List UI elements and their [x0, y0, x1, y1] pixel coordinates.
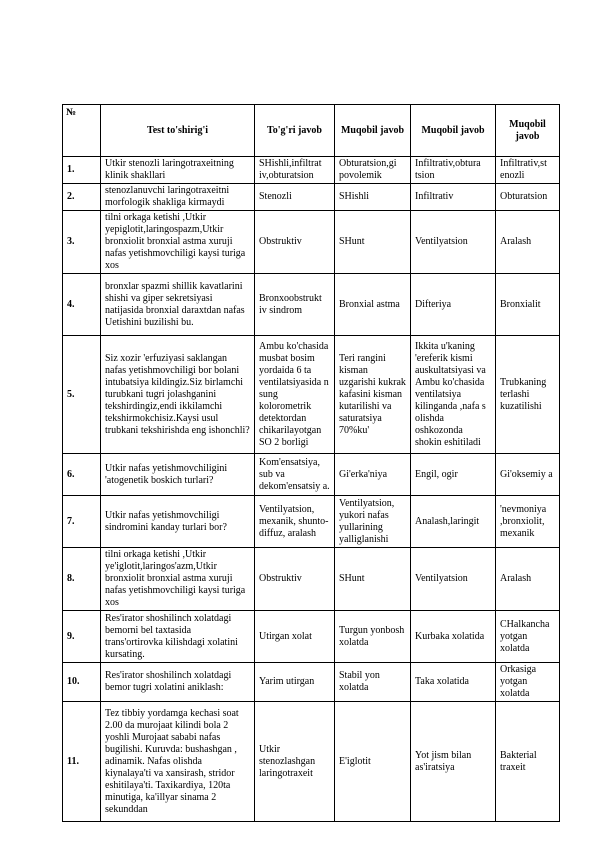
alternative-answer-3: Aralash — [496, 211, 560, 274]
alternative-answer-2: Analash,laringit — [411, 496, 496, 548]
correct-answer: Utirgan xolat — [255, 611, 335, 663]
table-row — [63, 336, 560, 454]
table-row — [63, 496, 560, 548]
row-number: 2. — [63, 184, 101, 211]
table-row — [63, 548, 560, 611]
alternative-answer-2: Yot jism bilan as'iratsiya — [411, 702, 496, 822]
alternative-answer-3: Gi'oksemiy a — [496, 454, 560, 496]
alternative-answer-1: Bronxial astma — [335, 274, 411, 336]
correct-answer: Ventilyatsion, mexanik, shunto-diffuz, aralash — [255, 496, 335, 548]
table-row — [63, 663, 560, 702]
question-text: Tez tibbiy yordamga kechasi soat 2.00 da murojaat kilindi bola 2 yoshli Murojaat sababi nafas bugilishi. Kuruvda: bushashgan , adinamik. Nafas olishda kiynalaya'ti va xansirash, stridor eshitilaya'ti. Taxikardiya, 120ta minutiga, ka'illyar sinama 2 sekunddan — [101, 702, 255, 822]
row-number: 11. — [63, 702, 101, 822]
question-text: tilni orkaga ketishi ,Utkir ye'iglotit,laringos'azm,Utkir bronxiolit bronxial astma xuruji nafas yetishmovchiligi kaysi turiga xos — [101, 548, 255, 611]
alternative-answer-1: Stabil yon xolatda — [335, 663, 411, 702]
alternative-answer-1: SHunt — [335, 211, 411, 274]
alternative-answer-2: Ikkita u'kaning 'ereferik kismi auskultatsiyasi va Ambu ko'chasida ventilatsiya kilinganda ,nafa s olishda oshkozonda shokin eshitiladi — [411, 336, 496, 454]
alternative-answer-2: Infiltrativ,obtura tsion — [411, 157, 496, 184]
table-row — [63, 274, 560, 336]
alternative-answer-2: Engil, ogir — [411, 454, 496, 496]
question-text: stenozlanuvchi laringotraxeitni morfologik shakliga kirmaydi — [101, 184, 255, 211]
question-text: Utkir stenozli laringotraxeitning klinik shakllari — [101, 157, 255, 184]
table-row — [63, 454, 560, 496]
alternative-answer-1: SHunt — [335, 548, 411, 611]
question-text: Utkir nafas yetishmovchiligi sindromini kanday turlari bor? — [101, 496, 255, 548]
question-text: Utkir nafas yetishmovchiligini 'atogenetik boskich turlari? — [101, 454, 255, 496]
question-text: Res'irator shoshilinch xolatdagi bemorni bel taxtasida trans'ortirovka kilishdagi xolatini kursating. — [101, 611, 255, 663]
alternative-answer-3: Orkasiga yotgan xolatda — [496, 663, 560, 702]
correct-answer: Stenozli — [255, 184, 335, 211]
alternative-answer-3: Trubkaning terlashi kuzatilishi — [496, 336, 560, 454]
table-row — [63, 611, 560, 663]
header-correct-answer: To'g'ri javob — [255, 105, 335, 157]
row-number: 8. — [63, 548, 101, 611]
alternative-answer-1: Teri rangini kisman uzgarishi kukrak kafasini kisman kutarilishi va saturatsiya 70%ku' — [335, 336, 411, 454]
header-number: № — [63, 105, 101, 157]
question-text: bronxlar spazmi shillik kavatlarini shishi va giper sekretsiyasi natijasida bronxial daraxtdan nafas Uetishini buzilishi bu. — [101, 274, 255, 336]
alternative-answer-1: Turgun yonbosh xolatda — [335, 611, 411, 663]
row-number: 4. — [63, 274, 101, 336]
header-alternative-answer-2: Muqobil javob — [411, 105, 496, 157]
alternative-answer-3: Obturatsion — [496, 184, 560, 211]
alternative-answer-3: Infiltrativ,st enozli — [496, 157, 560, 184]
correct-answer: Ambu ko'chasida musbat bosim yordaida 6 ta ventilatsiyasida n sung kolorometrik detektordan chikarilayotgan SO 2 borligi — [255, 336, 335, 454]
header-test-question: Test to'shirig'i — [101, 105, 255, 157]
correct-answer: SHishli,infiltrat iv,obturatsion — [255, 157, 335, 184]
question-text: tilni orkaga ketishi ,Utkir yepiglotit,laringospazm,Utkir bronxiolit bronxial astma xuruji nafas yetishmovchiligi kaysi turiga xos — [101, 211, 255, 274]
question-text: Res'irator shoshilinch xolatdagi bemor tugri xolatini aniklash: — [101, 663, 255, 702]
alternative-answer-2: Infiltrativ — [411, 184, 496, 211]
alternative-answer-1: Ventilyatsion, yukori nafas yullarining yalliglanishi — [335, 496, 411, 548]
row-number: 9. — [63, 611, 101, 663]
correct-answer: Utkir stenozlashgan laringotraxeit — [255, 702, 335, 822]
correct-answer: Bronxoobstrukt iv sindrom — [255, 274, 335, 336]
row-number: 6. — [63, 454, 101, 496]
alternative-answer-3: Aralash — [496, 548, 560, 611]
row-number: 7. — [63, 496, 101, 548]
alternative-answer-3: Bronxialit — [496, 274, 560, 336]
alternative-answer-1: E'iglotit — [335, 702, 411, 822]
alternative-answer-1: SHishli — [335, 184, 411, 211]
alternative-answer-1: Gi'erka'niya — [335, 454, 411, 496]
correct-answer: Obstruktiv — [255, 211, 335, 274]
table-header-row — [63, 105, 560, 157]
alternative-answer-3: CHalkancha yotgan xolatda — [496, 611, 560, 663]
alternative-answer-2: Kurbaka xolatida — [411, 611, 496, 663]
row-number: 1. — [63, 157, 101, 184]
test-table — [62, 104, 560, 822]
table-row — [63, 702, 560, 822]
row-number: 3. — [63, 211, 101, 274]
correct-answer: Obstruktiv — [255, 548, 335, 611]
table-row — [63, 211, 560, 274]
alternative-answer-3: Bakterial traxeit — [496, 702, 560, 822]
row-number: 5. — [63, 336, 101, 454]
alternative-answer-2: Ventilyatsion — [411, 211, 496, 274]
alternative-answer-2: Difteriya — [411, 274, 496, 336]
header-alternative-answer-1: Muqobil javob — [335, 105, 411, 157]
alternative-answer-2: Ventilyatsion — [411, 548, 496, 611]
row-number: 10. — [63, 663, 101, 702]
correct-answer: Kom'ensatsiya, sub va dekom'ensatsiy a. — [255, 454, 335, 496]
alternative-answer-1: Obturatsion,gi povolemik — [335, 157, 411, 184]
table-row — [63, 157, 560, 184]
alternative-answer-2: Taka xolatida — [411, 663, 496, 702]
correct-answer: Yarim utirgan — [255, 663, 335, 702]
alternative-answer-3: 'nevmoniya ,bronxiolit, mexanik — [496, 496, 560, 548]
table-row — [63, 184, 560, 211]
question-text: Siz xozir 'erfuziyasi saklangan nafas yetishmovchiligi bor bolani intubatsiya kildingiz.Siz birlamchi turubkani tugri jolashganini tekshirdingiz,endi ikkilamchi tekshirmokchisiz.Kaysi usul trubkani tekshirishda eng ishonchli? — [101, 336, 255, 454]
header-alternative-answer-3: Muqobil javob — [496, 105, 560, 157]
